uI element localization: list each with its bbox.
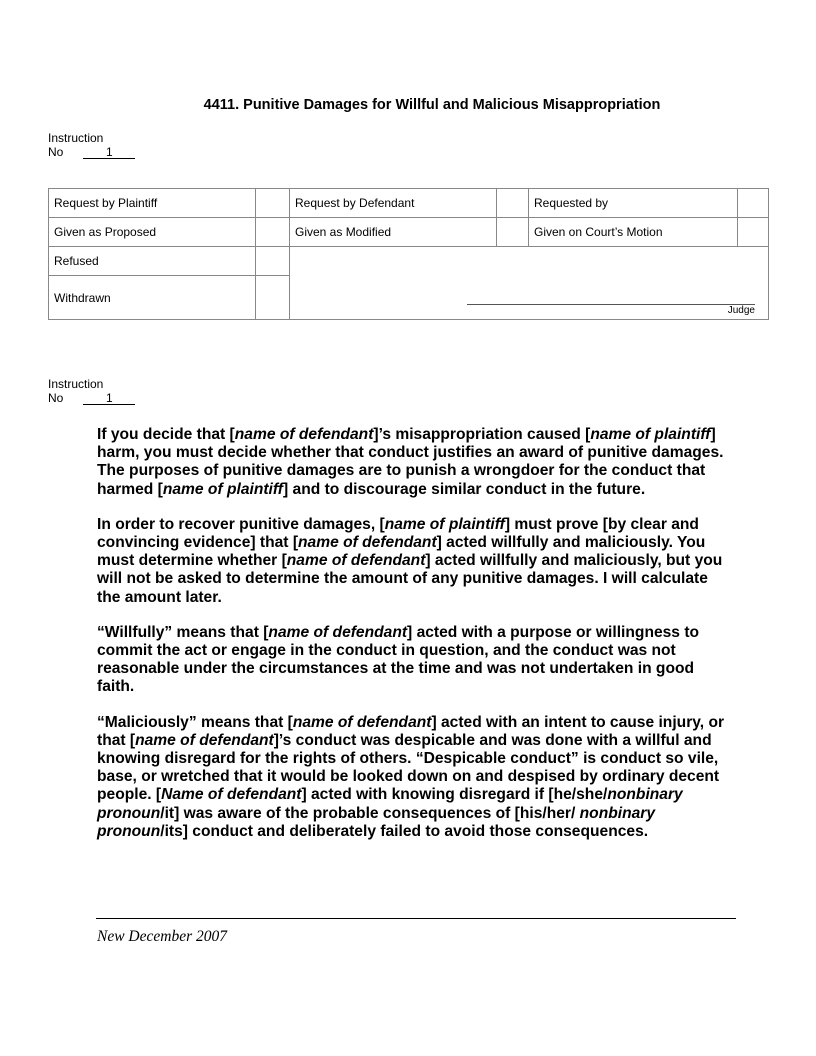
refused-label: Refused bbox=[49, 247, 256, 276]
instruction-paragraph bbox=[97, 624, 727, 697]
judge-signature-area bbox=[290, 247, 769, 320]
refused-checkbox[interactable] bbox=[256, 247, 290, 276]
placeholder-text: name of plaintiff bbox=[162, 480, 283, 498]
paragraph-text: ] acted with a purpose or willingness to commit the act or engage in the conduct in question, and the conduct was not reasonable under the circumstances at the time and was not undertaken in good faith. bbox=[97, 623, 700, 696]
given-proposed-checkbox[interactable] bbox=[256, 218, 290, 247]
instruction-number-bottom bbox=[48, 377, 135, 405]
withdrawn-checkbox[interactable] bbox=[256, 276, 290, 320]
placeholder-text: name of defendant bbox=[286, 552, 426, 570]
request-defendant-checkbox[interactable] bbox=[497, 189, 529, 218]
requested-by-checkbox[interactable] bbox=[738, 189, 769, 218]
paragraph-text: ]’s misappropriation caused [ bbox=[373, 426, 591, 443]
placeholder-text: name of defendant bbox=[298, 534, 437, 552]
no-label: No bbox=[48, 391, 64, 405]
paragraph-text: If you decide that [ bbox=[97, 426, 235, 443]
no-label: No bbox=[48, 145, 64, 159]
given-modified-checkbox[interactable] bbox=[497, 218, 529, 247]
requested-by-label: Requested by bbox=[529, 189, 738, 218]
paragraph-text: ] harm, you must decide whether that conduct justifies an award of punitive damages. The purposes of punitive damages are to punish a wrongdoer for the conduct that harmed [ bbox=[97, 426, 724, 498]
instruction-label: Instruction bbox=[48, 131, 104, 145]
instruction-number: 1 bbox=[83, 146, 135, 159]
instruction-paragraph bbox=[97, 714, 727, 841]
instruction-number-top bbox=[48, 131, 135, 159]
instruction-paragraph bbox=[97, 426, 727, 499]
paragraph-text: /its] conduct and deliberately failed to avoid those consequences. bbox=[160, 822, 649, 840]
given-court-label: Given on Court’s Motion bbox=[529, 218, 738, 247]
revision-date: New December 2007 bbox=[97, 928, 227, 945]
placeholder-text: name of defendant bbox=[292, 713, 432, 731]
placeholder-text: nonbinary pronoun bbox=[97, 804, 656, 840]
instruction-body bbox=[97, 426, 727, 858]
paragraph-text: In order to recover punitive damages, [ bbox=[97, 515, 385, 533]
paragraph-text: “Maliciously” means that [ bbox=[97, 713, 293, 731]
judge-signature-line[interactable] bbox=[467, 304, 755, 305]
paragraph-text: ] must prove [by clear and convincing evidence] that [ bbox=[97, 515, 699, 552]
paragraph-text: “Willfully” means that [ bbox=[97, 623, 269, 641]
footer-divider bbox=[96, 918, 736, 919]
placeholder-text: nonbinary pronoun bbox=[97, 786, 683, 822]
paragraph-text: ]’s conduct was despicable and was done with a willful and knowing disregard for the rights of others. “Despicable conduct” is conduct so vile, base, or wretched that it would be looked down on and despised by ordinary decent people. [ bbox=[97, 731, 720, 804]
withdrawn-label: Withdrawn bbox=[49, 276, 256, 320]
paragraph-text: ] acted with an intent to cause injury, or that [ bbox=[97, 713, 725, 749]
paragraph-text: ] acted willfully and maliciously. You must determine whether [ bbox=[97, 534, 706, 570]
given-proposed-label: Given as Proposed bbox=[49, 218, 256, 247]
instruction-label: Instruction bbox=[48, 377, 104, 391]
instruction-status-table bbox=[48, 188, 769, 320]
placeholder-text: name of plaintiff bbox=[384, 515, 505, 533]
page-title: 4411. Punitive Damages for Willful and Malicious Misappropriation bbox=[203, 97, 661, 113]
placeholder-text: name of defendant bbox=[135, 731, 274, 749]
request-plaintiff-label: Request by Plaintiff bbox=[49, 189, 256, 218]
request-plaintiff-checkbox[interactable] bbox=[256, 189, 290, 218]
placeholder-text: Name of defendant bbox=[161, 786, 302, 804]
placeholder-text: name of defendant bbox=[268, 623, 408, 641]
paragraph-text: ] and to discourage similar conduct in the future. bbox=[283, 480, 646, 498]
judge-label: Judge bbox=[727, 305, 755, 316]
paragraph-text: ] acted with knowing disregard if [he/she/ bbox=[301, 786, 608, 804]
placeholder-text: name of defendant bbox=[234, 426, 374, 443]
instruction-number: 1 bbox=[83, 392, 135, 405]
paragraph-text: ] acted willfully and maliciously, but you will not be asked to determine the amount of any punitive damages. I will calculate the amount later. bbox=[97, 552, 723, 606]
request-defendant-label: Request by Defendant bbox=[290, 189, 497, 218]
placeholder-text: name of plaintiff bbox=[590, 426, 711, 443]
instruction-paragraph bbox=[97, 516, 727, 607]
given-court-checkbox[interactable] bbox=[738, 218, 769, 247]
paragraph-text: /it] was aware of the probable consequences of [his/her/ bbox=[160, 804, 580, 822]
given-modified-label: Given as Modified bbox=[290, 218, 497, 247]
